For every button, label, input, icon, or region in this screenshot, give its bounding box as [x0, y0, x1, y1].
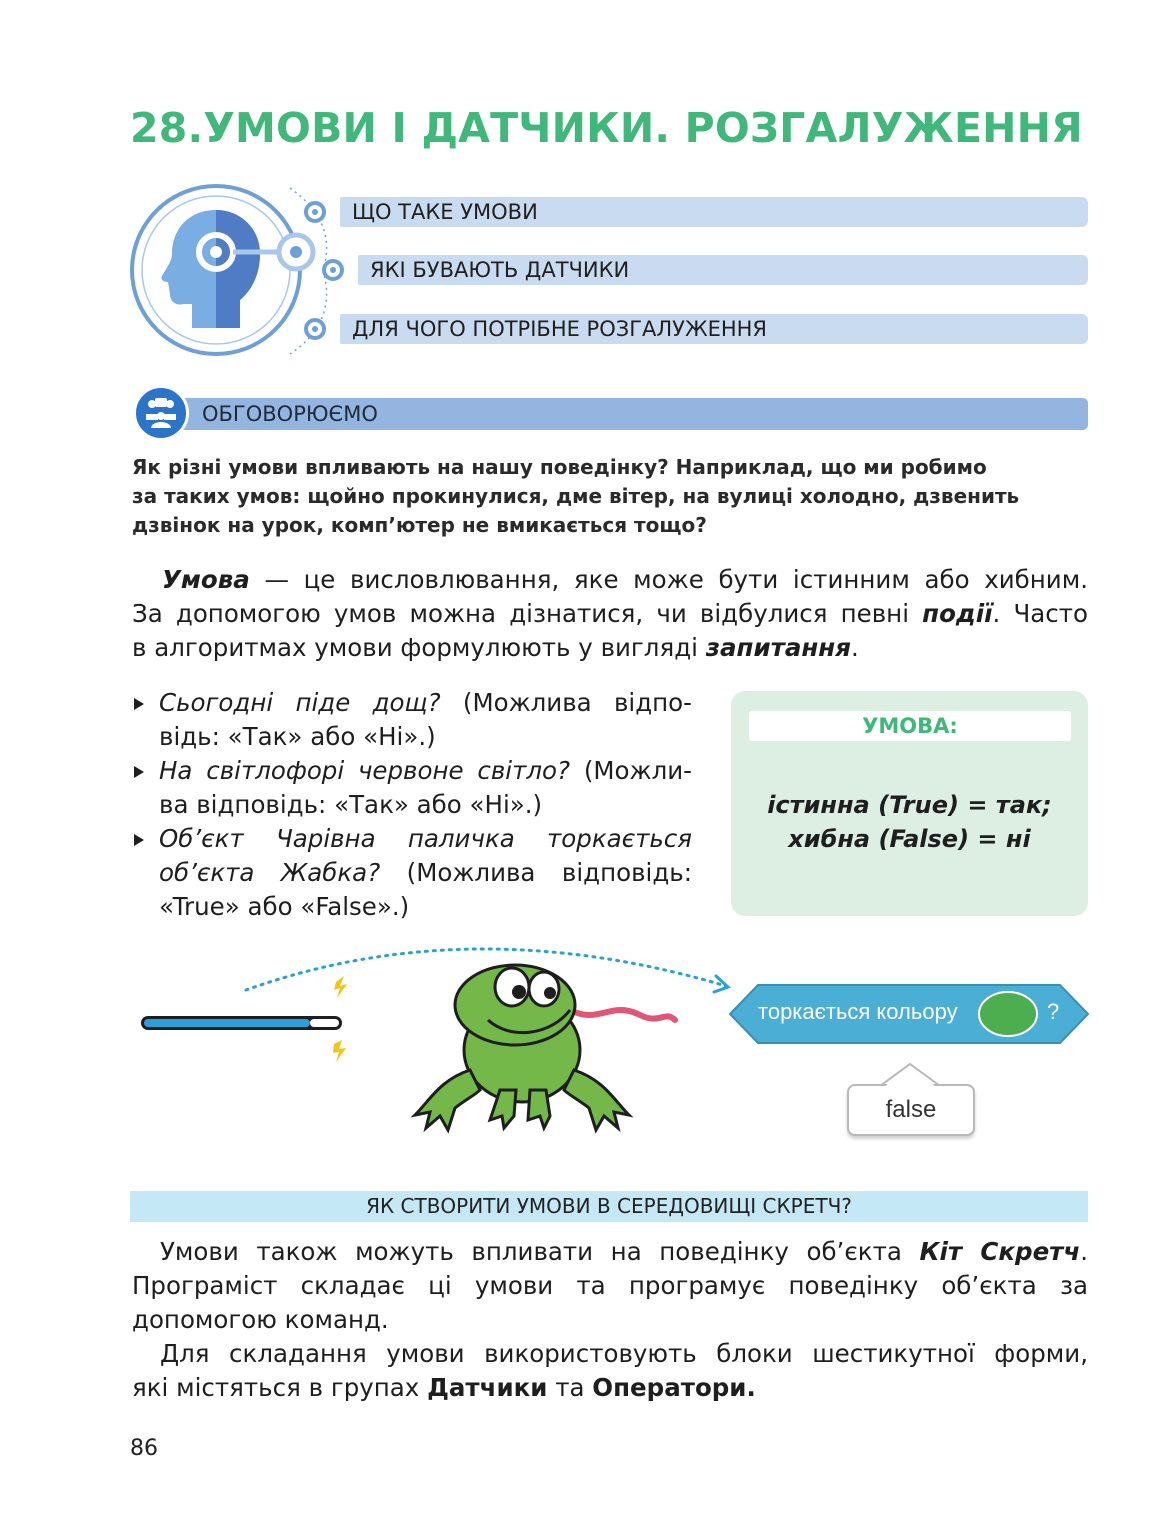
condition-card-text: істинна (True) = так; хибна (False) = ні: [767, 791, 1052, 853]
goal-bullet-icon: [304, 201, 326, 223]
list-item: Об’єкт Чарівна паличка торкається об’єкта Жабка? (Можлива відповідь: «True» або «False».): [132, 822, 692, 924]
discussion-people-icon: [133, 385, 189, 441]
triangle-bullet-icon: [134, 698, 144, 710]
scratch-block-label: торкається кольору: [758, 999, 958, 1024]
result-bubble: false: [847, 1084, 975, 1136]
goal-item: ДЛЯ ЧОГО ПОТРІБНЕ РОЗГАЛУЖЕННЯ: [340, 314, 1088, 344]
triangle-bullet-icon: [134, 766, 144, 778]
page-title: 28.УМОВИ І ДАТЧИКИ. РОЗГАЛУЖЕННЯ: [130, 104, 1083, 152]
page-number: 86: [130, 1436, 158, 1461]
triangle-bullet-icon: [134, 834, 144, 846]
list-item: На світлофорі червоне світло? (Можли- ва відповідь: «Так» або «Ні».): [132, 754, 692, 822]
goal-bullet-icon: [304, 318, 326, 340]
goal-item: ЩО ТАКЕ УМОВИ: [340, 197, 1088, 227]
goal-item: ЯКІ БУВАЮТЬ ДАТЧИКИ: [358, 255, 1088, 285]
examples-list: [132, 686, 692, 924]
scratch-section-heading: ЯК СТВОРИТИ УМОВИ В СЕРЕДОВИЩІ СКРЕТЧ?: [130, 1191, 1088, 1222]
definition-paragraph: Умова — це висловлювання, яке може бути істинним або хибним. За допомогою умов можна дізнатися, чи відбулися певні події. Часто в алгоритмах умови формулюють у вигляді запитання.: [132, 565, 1088, 662]
scratch-block-question-mark: ?: [1047, 999, 1060, 1024]
discussion-heading: ОБГОВОРЮЄМО: [160, 398, 1088, 430]
scratch-paragraph: Умови також можуть впливати на поведінку об’єкта Кіт Скретч. Програміст складає ці умови та програмує поведінку об’єкта за допомогою команд. Для складання умови використовують блоки шестикутної форми, які містяться в групах Датчики та Оператори.: [132, 1237, 1088, 1402]
wand-frog-illustration: [130, 930, 750, 1145]
bubble-pointer-cover: [880, 1062, 940, 1088]
goal-bullet-icon: [322, 259, 344, 281]
list-item: Сьогодні піде дощ? (Можлива відпо- відь: «Так» або «Ні».): [132, 686, 692, 754]
condition-card-header: УМОВА:: [749, 711, 1071, 741]
discussion-question: Як різні умови впливають на нашу поведінку? Наприклад, що ми робимо за таких умов: щойно прокинулися, дме вітер, на вулиці холодно, дзвенить дзвінок на урок, комп’ютер не вмикається тощо?: [132, 455, 1020, 537]
term-condition: Умова: [162, 565, 250, 594]
